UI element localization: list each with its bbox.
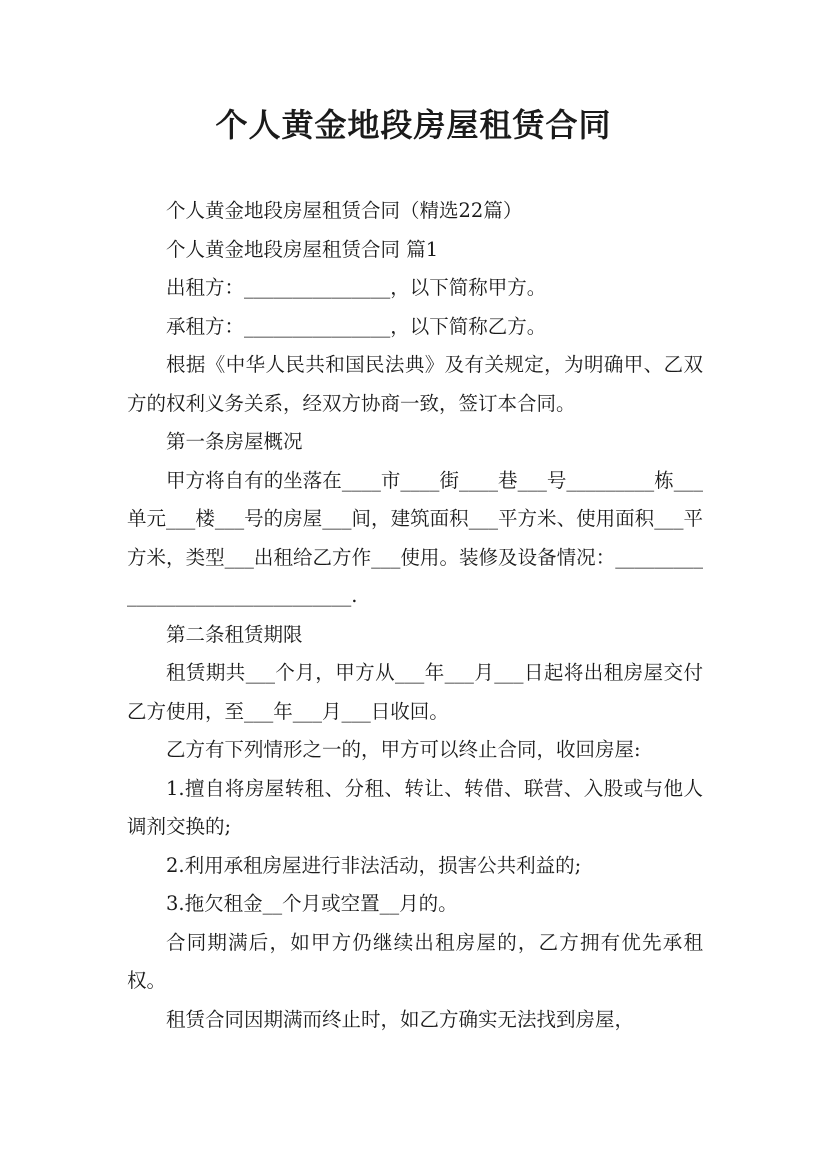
paragraph-article-1-body: 甲方将自有的坐落在____市____街____巷___号_________栋___单元___楼___号的房屋___间，建筑面积___平方米、使用面积___平方米，类型___出租给乙方作___使用。装修及设备情况：________________________________. (127, 468, 703, 607)
paragraph-priority-right: 合同期满后，如甲方仍继续出租房屋的，乙方拥有优先承租权。 (127, 930, 703, 992)
paragraph-lessee: 承租方：_______________，以下简称乙方。 (166, 314, 547, 338)
paragraph-lease-term: 租赁期共___个月，甲方从___年___月___日起将出租房屋交付乙方使用，至___年___月___日收回。 (127, 661, 703, 723)
paragraph-condition-1: 1.擅自将房屋转租、分租、转让、转借、联营、入股或与他人调剂交换的; (127, 776, 703, 838)
paragraph-collection-title: 个人黄金地段房屋租赁合同（精选22篇） (166, 199, 523, 222)
paragraph-article-1-heading: 第一条房屋概况 (166, 430, 303, 453)
paragraph-preamble: 根据《中华人民共和国民法典》及有关规定，为明确甲、乙双方的权利义务关系，经双方协商一致，签订本合同。 (127, 353, 703, 415)
paragraph-condition-3: 3.拖欠租金__个月或空置__月的。 (166, 892, 458, 915)
paragraph-article-2-heading: 第二条租赁期限 (166, 622, 303, 646)
paragraph-termination-conditions: 乙方有下列情形之一的，甲方可以终止合同，收回房屋: (166, 738, 641, 761)
paragraph-chapter-heading: 个人黄金地段房屋租赁合同 篇1 (166, 237, 439, 261)
document-body (127, 192, 703, 1039)
paragraph-lessor: 出租方：_______________，以下简称甲方。 (166, 276, 547, 299)
document-title: 个人黄金地段房屋租赁合同 (215, 106, 612, 144)
paragraph-condition-2: 2.利用承租房屋进行非法活动，损害公共利益的; (166, 853, 582, 877)
paragraph-expiry: 租赁合同因期满而终止时，如乙方确实无法找到房屋， (166, 1007, 635, 1031)
